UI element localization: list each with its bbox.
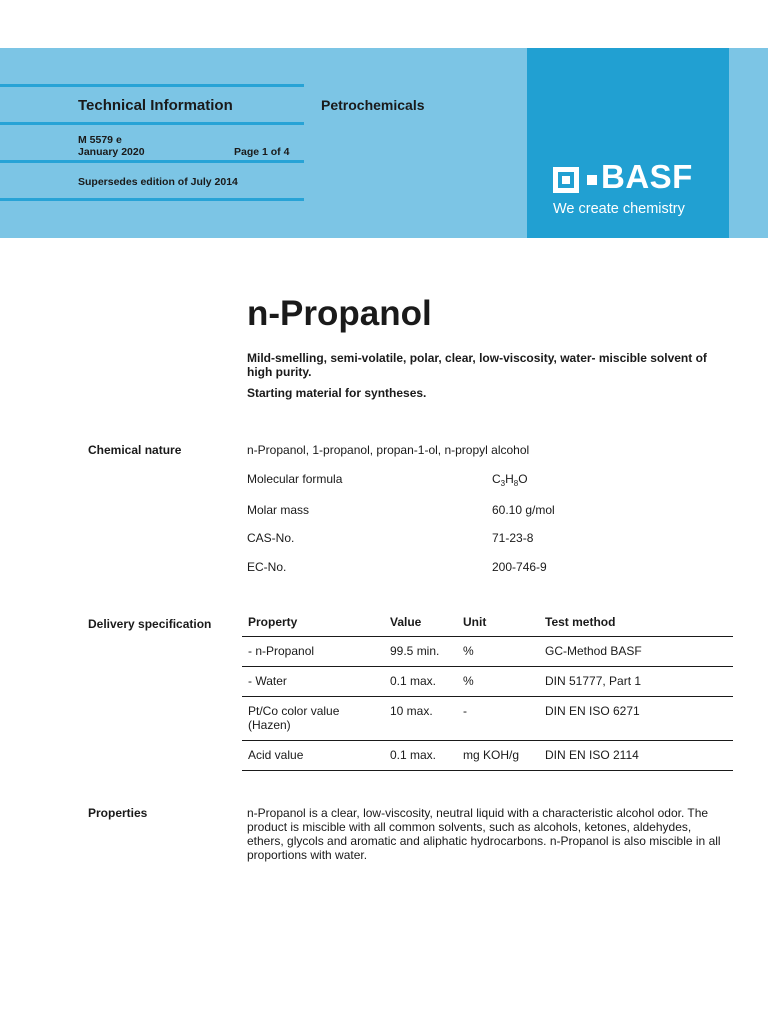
product-description: Mild-smelling, semi-volatile, polar, clear, low-viscosity, water- miscible solvent of high purity. xyxy=(247,351,707,379)
table-cell: 0.1 max. xyxy=(384,741,457,771)
document-date: January 2020 xyxy=(78,146,145,158)
header-rule xyxy=(0,122,304,125)
ec-number-label: EC-No. xyxy=(247,560,287,574)
table-cell: GC-Method BASF xyxy=(539,637,733,667)
table-row xyxy=(242,637,733,667)
table-cell: Acid value xyxy=(242,741,384,771)
logo-tagline: We create chemistry xyxy=(553,201,685,217)
table-cell: - xyxy=(457,697,539,741)
properties-text: n-Propanol is a clear, low-viscosity, neutral liquid with a characteristic alcohol odor. The product is miscible with all common solvents, such as alcohols, ketones, aldehydes, ethers, glycols and aromatic and aliphatic hydrocarbons. n-Propanol is also miscible in all proportions with water. xyxy=(247,806,721,862)
header-rule xyxy=(0,160,304,163)
table-row xyxy=(242,741,733,771)
table-cell: DIN EN ISO 2114 xyxy=(539,741,733,771)
molar-mass-label: Molar mass xyxy=(247,503,310,517)
basf-logo xyxy=(527,48,729,238)
document-number: M 5579 e xyxy=(78,134,122,146)
molecular-formula-label: Molecular formula xyxy=(247,472,343,486)
logo-dot-icon xyxy=(587,175,597,185)
table-cell: - Water xyxy=(242,667,384,697)
cas-number-value: 71-23-8 xyxy=(492,531,534,545)
table-cell: mg KOH/g xyxy=(457,741,539,771)
document-type: Technical Information xyxy=(78,97,233,114)
logo-wordmark: BASF xyxy=(601,158,693,195)
molecular-formula-value: $C_3H_8O$ xyxy=(492,472,528,488)
section-chemical-nature: Chemical nature xyxy=(88,443,182,457)
table-header-row xyxy=(242,610,733,637)
header-rule xyxy=(0,84,304,87)
table-row xyxy=(242,667,733,697)
table-cell: DIN EN ISO 6271 xyxy=(539,697,733,741)
table-cell: 0.1 max. xyxy=(384,667,457,697)
cas-number-label: CAS-No. xyxy=(247,531,295,545)
column-header: Unit xyxy=(457,610,539,637)
table-cell: 10 max. xyxy=(384,697,457,741)
table-cell: DIN 51777, Part 1 xyxy=(539,667,733,697)
specification-table xyxy=(242,610,733,771)
column-header: Property xyxy=(242,610,384,637)
section-properties: Properties xyxy=(88,806,148,820)
table-cell: 99.5 min. xyxy=(384,637,457,667)
molar-mass-value: 60.10 g/mol xyxy=(492,503,555,517)
division-label: Petrochemicals xyxy=(321,97,425,113)
synonyms: n-Propanol, 1-propanol, propan-1-ol, n-propyl alcohol xyxy=(247,443,530,457)
table-cell: - n-Propanol xyxy=(242,637,384,667)
table-cell: % xyxy=(457,637,539,667)
table-row xyxy=(242,697,733,741)
column-header: Test method xyxy=(539,610,733,637)
product-use: Starting material for syntheses. xyxy=(247,386,427,400)
page-indicator: Page 1 of 4 xyxy=(234,146,290,158)
page-title: n-Propanol xyxy=(247,294,432,333)
table-cell: Pt/Co color value (Hazen) xyxy=(242,697,384,741)
table-cell: % xyxy=(457,667,539,697)
ec-number-value: 200-746-9 xyxy=(492,560,547,574)
column-header: Value xyxy=(384,610,457,637)
logo-square-icon xyxy=(553,167,579,193)
header-rule xyxy=(0,198,304,201)
section-delivery-specification: Delivery specification xyxy=(88,617,212,631)
supersedes-note: Supersedes edition of July 2014 xyxy=(78,176,238,188)
